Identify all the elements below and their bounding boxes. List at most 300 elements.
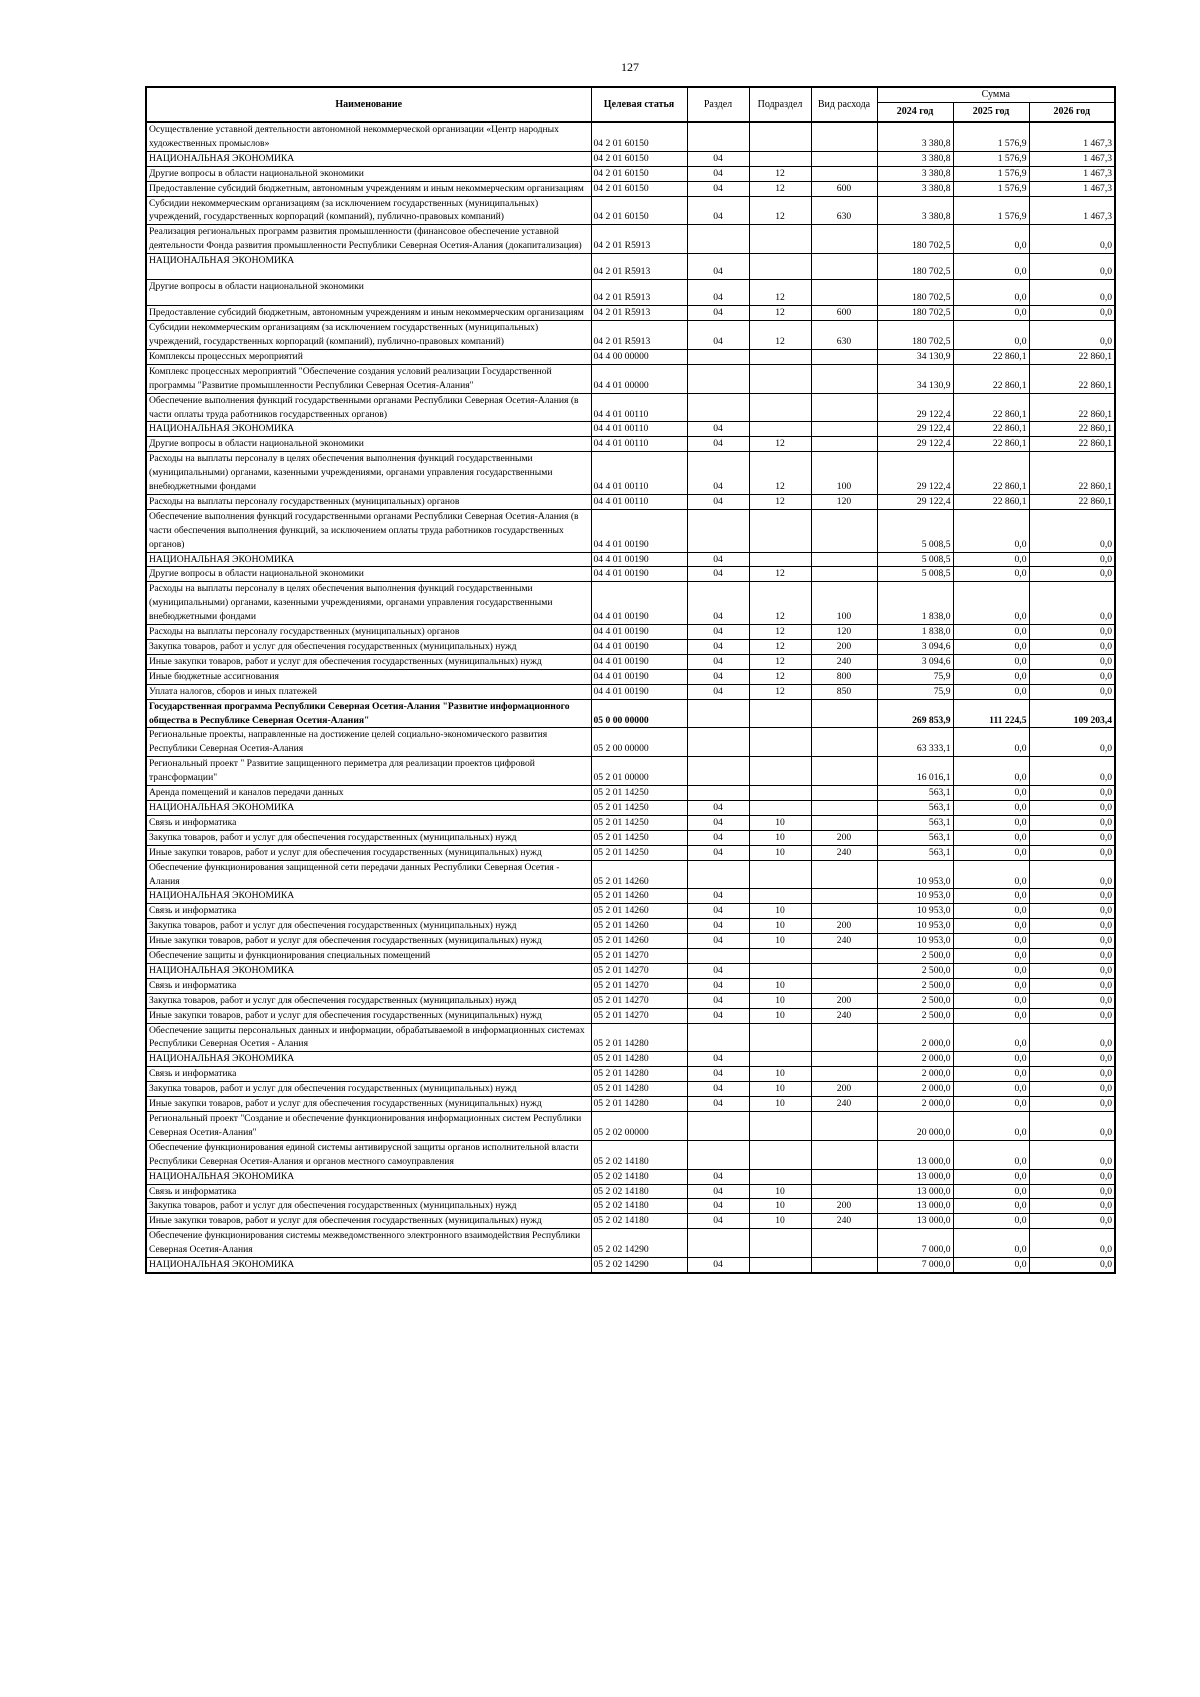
table-header [146,87,1115,122]
row-expense-type: 120 [811,494,877,509]
row-name: НАЦИОНАЛЬНАЯ ЭКОНОМИКА [146,422,591,437]
row-sum-2025: 0,0 [953,1184,1029,1199]
row-section: 04 [687,567,749,582]
row-expense-type [811,280,877,306]
row-sum-2026: 0,0 [1029,830,1115,845]
row-section: 04 [687,904,749,919]
row-subsection [749,509,811,552]
row-sum-2025: 0,0 [953,567,1029,582]
budget-table [145,86,1116,1274]
row-sum-2025: 1 576,9 [953,181,1029,196]
row-expense-type [811,815,877,830]
row-sum-2025: 0,0 [953,321,1029,350]
column-header-2026: 2026 год [1029,102,1115,122]
row-sum-2025: 0,0 [953,669,1029,684]
row-sum-2026: 0,0 [1029,567,1115,582]
row-target-code: 05 2 01 14280 [591,1082,687,1097]
row-target-code: 05 2 01 14260 [591,860,687,889]
row-section [687,225,749,254]
row-sum-2024: 13 000,0 [877,1169,953,1184]
row-name: Иные закупки товаров, работ и услуг для обеспечения государственных (муниципальных) нужд [146,1008,591,1023]
row-sum-2025: 0,0 [953,815,1029,830]
row-expense-type: 240 [811,1008,877,1023]
row-sum-2024: 10 953,0 [877,919,953,934]
row-expense-type: 200 [811,640,877,655]
row-name: НАЦИОНАЛЬНАЯ ЭКОНОМИКА [146,254,591,280]
row-sum-2026: 22 860,1 [1029,437,1115,452]
row-target-code: 05 2 00 00000 [591,728,687,757]
row-target-code: 05 2 02 14180 [591,1140,687,1169]
row-sum-2024: 29 122,4 [877,393,953,422]
row-section: 04 [687,254,749,280]
row-name: НАЦИОНАЛЬНАЯ ЭКОНОМИКА [146,800,591,815]
row-section [687,786,749,801]
row-expense-type: 850 [811,684,877,699]
row-expense-type [811,889,877,904]
row-section: 04 [687,963,749,978]
row-name: Расходы на выплаты персоналу государственных (муниципальных) органов [146,625,591,640]
row-sum-2026: 0,0 [1029,949,1115,964]
row-sum-2025: 22 860,1 [953,437,1029,452]
row-expense-type [811,800,877,815]
table-row [146,949,1115,964]
row-sum-2025: 0,0 [953,889,1029,904]
row-section: 04 [687,437,749,452]
row-section: 04 [687,889,749,904]
row-target-code: 05 2 02 14290 [591,1258,687,1273]
row-name: НАЦИОНАЛЬНАЯ ЭКОНОМИКА [146,963,591,978]
row-sum-2025: 0,0 [953,978,1029,993]
row-subsection: 12 [749,567,811,582]
row-subsection [749,699,811,728]
row-sum-2024: 7 000,0 [877,1229,953,1258]
row-sum-2026: 0,0 [1029,860,1115,889]
row-subsection [749,889,811,904]
row-name: Связь и информатика [146,815,591,830]
table-row [146,582,1115,625]
row-name: Региональный проект " Развитие защищенного периметра для реализации проектов цифровой трансформации" [146,757,591,786]
row-expense-type: 100 [811,582,877,625]
row-subsection [749,364,811,393]
table-row [146,1199,1115,1214]
row-expense-type: 240 [811,1214,877,1229]
row-section [687,1140,749,1169]
row-expense-type: 800 [811,669,877,684]
row-subsection: 10 [749,934,811,949]
row-subsection: 12 [749,494,811,509]
row-target-code: 04 2 01 R5913 [591,280,687,306]
row-sum-2026: 0,0 [1029,625,1115,640]
row-sum-2025: 0,0 [953,640,1029,655]
row-sum-2025: 0,0 [953,757,1029,786]
row-sum-2025: 1 576,9 [953,196,1029,225]
row-sum-2024: 29 122,4 [877,494,953,509]
row-section [687,1112,749,1141]
row-target-code: 05 2 01 14250 [591,845,687,860]
table-row [146,815,1115,830]
table-row [146,699,1115,728]
column-header-subsection: Подраздел [749,87,811,122]
row-sum-2024: 63 333,1 [877,728,953,757]
row-expense-type [811,1112,877,1141]
column-header-2024: 2024 год [877,102,953,122]
row-sum-2025: 0,0 [953,1199,1029,1214]
row-subsection [749,1229,811,1258]
row-expense-type [811,122,877,151]
row-target-code: 05 2 01 14270 [591,993,687,1008]
row-name: НАЦИОНАЛЬНАЯ ЭКОНОМИКА [146,151,591,166]
row-sum-2024: 20 000,0 [877,1112,953,1141]
row-sum-2025: 0,0 [953,1052,1029,1067]
row-sum-2024: 2 500,0 [877,949,953,964]
row-sum-2026: 0,0 [1029,1258,1115,1273]
row-section: 04 [687,1097,749,1112]
column-header-section: Раздел [687,87,749,122]
page-number: 127 [621,60,639,74]
row-expense-type [811,364,877,393]
row-subsection [749,1140,811,1169]
row-subsection: 12 [749,582,811,625]
row-name: Другие вопросы в области национальной экономики [146,437,591,452]
table-row [146,934,1115,949]
row-expense-type [811,728,877,757]
table-row [146,757,1115,786]
row-sum-2026: 0,0 [1029,963,1115,978]
row-subsection: 12 [749,452,811,495]
row-sum-2026: 0,0 [1029,728,1115,757]
row-sum-2026: 0,0 [1029,889,1115,904]
table-row [146,669,1115,684]
table-row [146,280,1115,306]
row-sum-2024: 2 000,0 [877,1097,953,1112]
row-sum-2026: 0,0 [1029,1008,1115,1023]
row-name: Иные закупки товаров, работ и услуг для обеспечения государственных (муниципальных) нужд [146,934,591,949]
row-target-code: 05 2 01 14260 [591,919,687,934]
row-subsection [749,1258,811,1273]
row-section: 04 [687,321,749,350]
table-row [146,889,1115,904]
row-name: Иные закупки товаров, работ и услуг для обеспечения государственных (муниципальных) нужд [146,1214,591,1229]
row-subsection [749,757,811,786]
table-row [146,349,1115,364]
table-row [146,684,1115,699]
row-target-code: 04 4 01 00110 [591,452,687,495]
row-sum-2024: 180 702,5 [877,225,953,254]
table-row [146,830,1115,845]
row-section: 04 [687,166,749,181]
row-expense-type [811,860,877,889]
row-section: 04 [687,1169,749,1184]
row-sum-2024: 2 000,0 [877,1052,953,1067]
row-sum-2026: 0,0 [1029,254,1115,280]
row-section [687,699,749,728]
row-section [687,1229,749,1258]
row-name: Закупка товаров, работ и услуг для обеспечения государственных (муниципальных) нужд [146,830,591,845]
row-sum-2024: 2 000,0 [877,1067,953,1082]
row-expense-type [811,757,877,786]
table-row [146,993,1115,1008]
column-header-sum: Сумма [877,87,1115,102]
table-row [146,963,1115,978]
table-row [146,904,1115,919]
row-sum-2024: 29 122,4 [877,422,953,437]
row-sum-2024: 180 702,5 [877,306,953,321]
row-sum-2026: 22 860,1 [1029,494,1115,509]
row-sum-2025: 111 224,5 [953,699,1029,728]
row-sum-2026: 0,0 [1029,654,1115,669]
row-sum-2025: 0,0 [953,860,1029,889]
row-section: 04 [687,830,749,845]
table-row [146,800,1115,815]
row-sum-2026: 0,0 [1029,978,1115,993]
row-sum-2026: 0,0 [1029,919,1115,934]
table-row [146,1229,1115,1258]
row-sum-2024: 75,9 [877,669,953,684]
row-sum-2024: 180 702,5 [877,254,953,280]
row-target-code: 05 2 01 14250 [591,830,687,845]
row-target-code: 05 2 01 14280 [591,1023,687,1052]
row-target-code: 05 2 02 14180 [591,1199,687,1214]
row-name: Связь и информатика [146,904,591,919]
row-target-code: 04 4 01 00110 [591,494,687,509]
row-sum-2026: 22 860,1 [1029,364,1115,393]
row-section: 04 [687,1082,749,1097]
table-row [146,860,1115,889]
row-sum-2024: 29 122,4 [877,437,953,452]
row-target-code: 05 2 01 14250 [591,800,687,815]
row-sum-2024: 2 500,0 [877,978,953,993]
row-subsection: 10 [749,1199,811,1214]
row-target-code: 05 2 01 14280 [591,1052,687,1067]
row-section: 04 [687,625,749,640]
row-expense-type [811,963,877,978]
row-name: Комплекс процессных мероприятий "Обеспечение создания условий реализации Государственной программы "Развитие промышленности Республики Северная Осетия-Алания" [146,364,591,393]
row-sum-2026: 0,0 [1029,1199,1115,1214]
row-subsection [749,786,811,801]
row-name: Аренда помещений и каналов передачи данных [146,786,591,801]
table-row [146,181,1115,196]
row-subsection [749,122,811,151]
row-target-code: 05 2 02 14180 [591,1169,687,1184]
row-name: Осуществление уставной деятельности автономной некоммерческой организации «Центр народных художественных промыслов» [146,122,591,151]
row-name: НАЦИОНАЛЬНАЯ ЭКОНОМИКА [146,1052,591,1067]
row-sum-2026: 0,0 [1029,1052,1115,1067]
row-subsection: 12 [749,306,811,321]
row-sum-2024: 563,1 [877,786,953,801]
row-sum-2026: 0,0 [1029,1067,1115,1082]
row-sum-2024: 563,1 [877,845,953,860]
row-sum-2025: 0,0 [953,1214,1029,1229]
row-sum-2026: 0,0 [1029,669,1115,684]
row-sum-2024: 2 500,0 [877,963,953,978]
row-subsection [749,1112,811,1141]
table-row [146,166,1115,181]
row-expense-type [811,166,877,181]
row-subsection: 12 [749,181,811,196]
row-sum-2026: 1 467,3 [1029,151,1115,166]
row-sum-2025: 0,0 [953,625,1029,640]
row-sum-2024: 3 380,8 [877,166,953,181]
row-expense-type [811,699,877,728]
row-sum-2025: 0,0 [953,919,1029,934]
row-target-code: 05 2 01 14280 [591,1067,687,1082]
row-subsection: 12 [749,437,811,452]
row-name: Региональный проект "Создание и обеспечение функционирования информационных систем Республики Северная Осетия-Алания" [146,1112,591,1141]
row-subsection [749,949,811,964]
row-subsection: 10 [749,1008,811,1023]
row-section: 04 [687,800,749,815]
table-row [146,452,1115,495]
row-sum-2024: 7 000,0 [877,1258,953,1273]
row-name: Другие вопросы в области национальной экономики [146,567,591,582]
row-sum-2026: 0,0 [1029,1112,1115,1141]
row-target-code: 05 2 01 14260 [591,934,687,949]
row-sum-2026: 0,0 [1029,845,1115,860]
row-sum-2026: 0,0 [1029,321,1115,350]
row-section [687,349,749,364]
row-subsection [749,800,811,815]
row-sum-2024: 75,9 [877,684,953,699]
row-sum-2025: 0,0 [953,1023,1029,1052]
row-subsection: 10 [749,919,811,934]
row-expense-type [811,978,877,993]
row-subsection: 12 [749,321,811,350]
row-sum-2024: 3 094,6 [877,654,953,669]
row-sum-2025: 0,0 [953,800,1029,815]
row-sum-2024: 5 008,5 [877,509,953,552]
row-target-code: 05 2 02 00000 [591,1112,687,1141]
row-target-code: 04 2 01 R5913 [591,254,687,280]
table-row [146,1082,1115,1097]
row-name: НАЦИОНАЛЬНАЯ ЭКОНОМИКА [146,889,591,904]
row-sum-2026: 1 467,3 [1029,122,1115,151]
row-sum-2024: 3 380,8 [877,196,953,225]
table-row [146,494,1115,509]
row-sum-2025: 0,0 [953,1112,1029,1141]
row-sum-2026: 0,0 [1029,306,1115,321]
row-section [687,122,749,151]
row-expense-type: 630 [811,321,877,350]
row-target-code: 05 2 02 14290 [591,1229,687,1258]
row-sum-2026: 0,0 [1029,552,1115,567]
row-name: Предоставление субсидий бюджетным, автономным учреждениям и иным некоммерческим организациям [146,181,591,196]
row-section: 04 [687,1067,749,1082]
row-section: 04 [687,684,749,699]
row-section: 04 [687,845,749,860]
row-section [687,393,749,422]
row-name: Субсидии некоммерческим организациям (за исключением государственных (муниципальных) учреждений, государственных корпораций (компаний), публично-правовых компаний) [146,196,591,225]
row-name: Обеспечение функционирования защищенной сети передачи данных Республики Северная Осетия - Алания [146,860,591,889]
row-subsection [749,151,811,166]
row-target-code: 04 2 01 60150 [591,196,687,225]
row-name: Обеспечение защиты и функционирования специальных помещений [146,949,591,964]
row-expense-type [811,1140,877,1169]
row-target-code: 05 2 02 14180 [591,1184,687,1199]
row-name: Расходы на выплаты персоналу государственных (муниципальных) органов [146,494,591,509]
row-subsection [749,225,811,254]
row-sum-2024: 563,1 [877,830,953,845]
row-sum-2025: 22 860,1 [953,364,1029,393]
row-name: Иные бюджетные ассигнования [146,669,591,684]
row-subsection: 10 [749,845,811,860]
row-section: 04 [687,1199,749,1214]
row-sum-2024: 3 094,6 [877,640,953,655]
row-target-code: 04 4 01 00190 [591,625,687,640]
row-section: 04 [687,1184,749,1199]
row-sum-2025: 0,0 [953,963,1029,978]
row-name: Связь и информатика [146,1184,591,1199]
row-target-code: 05 2 01 14280 [591,1097,687,1112]
row-sum-2024: 563,1 [877,800,953,815]
row-sum-2024: 180 702,5 [877,321,953,350]
table-row [146,1023,1115,1052]
row-name: Расходы на выплаты персоналу в целях обеспечения выполнения функций государственными (муниципальными) органами, казенными учреждениями, органами управления государственными внебюджетными фондами [146,452,591,495]
row-sum-2025: 0,0 [953,786,1029,801]
row-sum-2024: 34 130,9 [877,349,953,364]
row-section: 04 [687,452,749,495]
column-header-2025: 2025 год [953,102,1029,122]
row-sum-2025: 22 860,1 [953,393,1029,422]
row-subsection [749,393,811,422]
row-target-code: 04 2 01 R5913 [591,321,687,350]
row-name: НАЦИОНАЛЬНАЯ ЭКОНОМИКА [146,1258,591,1273]
row-target-code: 05 2 01 14260 [591,889,687,904]
row-sum-2025: 0,0 [953,1097,1029,1112]
row-sum-2024: 10 953,0 [877,860,953,889]
row-sum-2025: 22 860,1 [953,494,1029,509]
row-sum-2026: 22 860,1 [1029,349,1115,364]
row-target-code: 05 2 01 14270 [591,949,687,964]
row-subsection: 12 [749,625,811,640]
row-subsection: 12 [749,640,811,655]
row-target-code: 04 4 01 00000 [591,364,687,393]
row-target-code: 05 2 01 14270 [591,978,687,993]
row-sum-2024: 2 500,0 [877,1008,953,1023]
row-sum-2026: 0,0 [1029,1169,1115,1184]
row-expense-type: 200 [811,830,877,845]
row-sum-2026: 0,0 [1029,1140,1115,1169]
row-sum-2026: 1 467,3 [1029,166,1115,181]
row-sum-2025: 0,0 [953,509,1029,552]
row-sum-2026: 0,0 [1029,280,1115,306]
row-target-code: 05 2 01 00000 [591,757,687,786]
row-sum-2024: 10 953,0 [877,889,953,904]
row-sum-2025: 0,0 [953,225,1029,254]
table-row [146,151,1115,166]
row-sum-2025: 22 860,1 [953,452,1029,495]
table-row [146,1258,1115,1273]
row-subsection: 10 [749,993,811,1008]
row-expense-type [811,786,877,801]
row-sum-2025: 22 860,1 [953,422,1029,437]
row-subsection [749,1169,811,1184]
row-sum-2025: 0,0 [953,934,1029,949]
row-sum-2025: 1 576,9 [953,166,1029,181]
row-expense-type: 600 [811,306,877,321]
row-expense-type [811,151,877,166]
row-sum-2024: 13 000,0 [877,1199,953,1214]
row-expense-type [811,552,877,567]
table-row [146,1140,1115,1169]
row-target-code: 04 4 01 00190 [591,654,687,669]
row-sum-2025: 0,0 [953,1169,1029,1184]
row-expense-type [811,567,877,582]
row-sum-2026: 1 467,3 [1029,196,1115,225]
table-row [146,1184,1115,1199]
row-sum-2026: 22 860,1 [1029,452,1115,495]
row-sum-2026: 0,0 [1029,640,1115,655]
row-sum-2024: 3 380,8 [877,122,953,151]
